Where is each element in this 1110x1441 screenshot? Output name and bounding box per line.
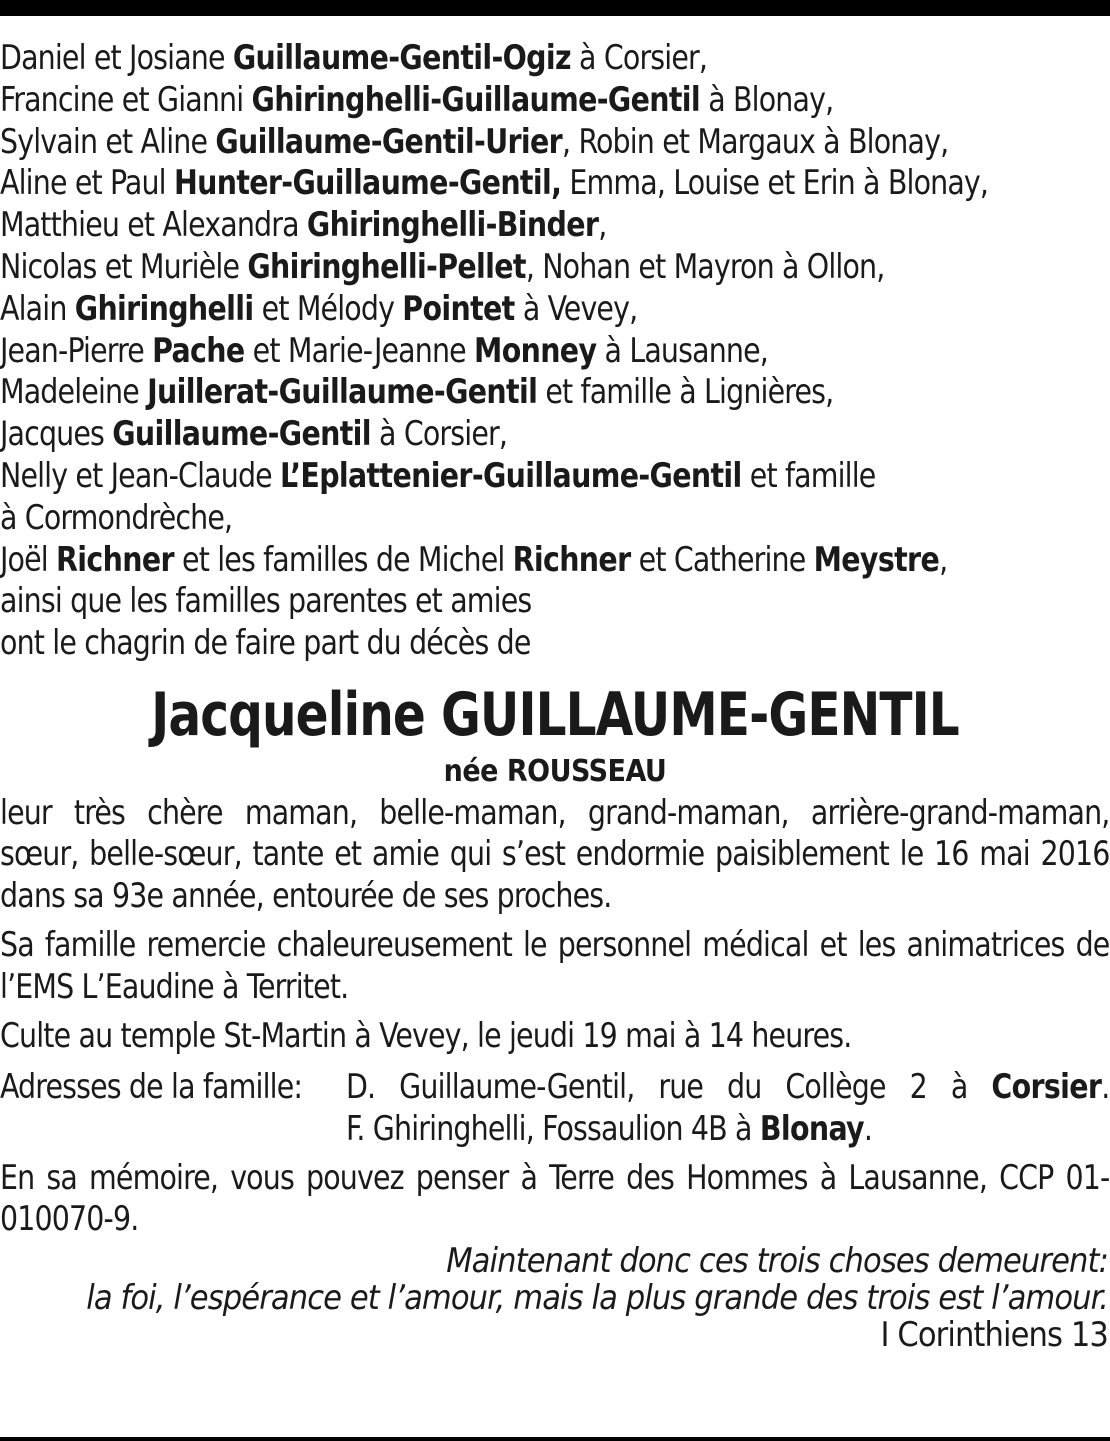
family-line: Jacques Guillaume-Gentil à Corsier,	[0, 414, 508, 455]
maiden-name: née ROUSSEAU	[443, 753, 667, 789]
top-rule	[0, 0, 1110, 16]
family-line: Alain Ghiringhelli et Mélody Pointet à Vevey,	[0, 288, 638, 329]
family-line: ont le chagrin de faire part du décès de	[0, 623, 531, 664]
family-line: Daniel et Josiane Guillaume-Gentil-Ogiz à Corsier,	[0, 38, 708, 78]
family-line: Francine et Gianni Ghiringhelli-Guillaume-Gentil à Blonay,	[0, 79, 834, 120]
address-line: D. Guillaume-Gentil, rue du Collège 2 à Corsier.	[345, 1066, 1110, 1107]
thanks-paragraph: Sa famille remercie chaleureusement le personnel médical et les animatrices de l’EMS L’Eaudine à Territet.	[0, 925, 1110, 1007]
family-line: ainsi que les familles parentes et amies	[0, 581, 532, 622]
family-line: Joël Richner et les familles de Michel Richner et Catherine Meystre,	[0, 539, 948, 580]
family-line: Aline et Paul Hunter-Guillaume-Gentil, Emma, Louise et Erin à Blonay,	[0, 163, 989, 204]
family-line: Nicolas et Murièle Ghiringhelli-Pellet, Nohan et Mayron à Ollon,	[0, 246, 885, 287]
deceased-first-name: Jacqueline	[151, 679, 425, 750]
family-list	[0, 38, 1110, 665]
description-paragraph: leur très chère maman, belle-maman, grand-maman, arrière-grand-maman, sœur, belle-sœur, tante et amie qui s’est endormie paisiblement le 16 mai 2016 dans sa 93e année, entourée de ses proches.	[0, 792, 1110, 916]
donation-paragraph: En sa mémoire, vous pouvez penser à Terre des Hommes à Lausanne, CCP 01-010070-9.	[0, 1157, 1110, 1240]
quote-line: Maintenant donc ces trois choses demeurent:	[446, 1240, 1108, 1281]
family-line: Nelly et Jean-Claude L’Eplattenier-Guillaume-Gentil et famille	[0, 455, 876, 496]
family-line: Sylvain et Aline Guillaume-Gentil-Urier, Robin et Margaux à Blonay,	[0, 121, 949, 162]
quote-line: la foi, l’espérance et l’amour, mais la plus grande des trois est l’amour.	[86, 1277, 1108, 1318]
family-line: Jean-Pierre Pache et Marie-Jeanne Monney à Lausanne,	[0, 330, 768, 371]
family-line: Madeleine Juillerat-Guillaume-Gentil et famille à Lignières,	[0, 372, 834, 413]
addresses-label: Adresses de la famille:	[0, 1066, 303, 1107]
deceased-last-name: GUILLAUME-GENTIL	[440, 679, 959, 750]
address-line: F. Ghiringhelli, Fossaulion 4B à Blonay.	[345, 1108, 873, 1149]
quote-reference: I Corinthiens 13	[880, 1314, 1108, 1355]
service-paragraph: Culte au temple St-Martin à Vevey, le jeudi 19 mai à 14 heures.	[0, 1016, 852, 1057]
family-line: Matthieu et Alexandra Ghiringhelli-Binder,	[0, 205, 607, 246]
family-addresses	[0, 1066, 1109, 1150]
bottom-rule	[0, 1437, 1110, 1441]
deceased-name	[56, 675, 1055, 755]
obituary-notice	[0, 38, 1110, 1354]
family-line: à Cormondrèche,	[0, 497, 233, 538]
